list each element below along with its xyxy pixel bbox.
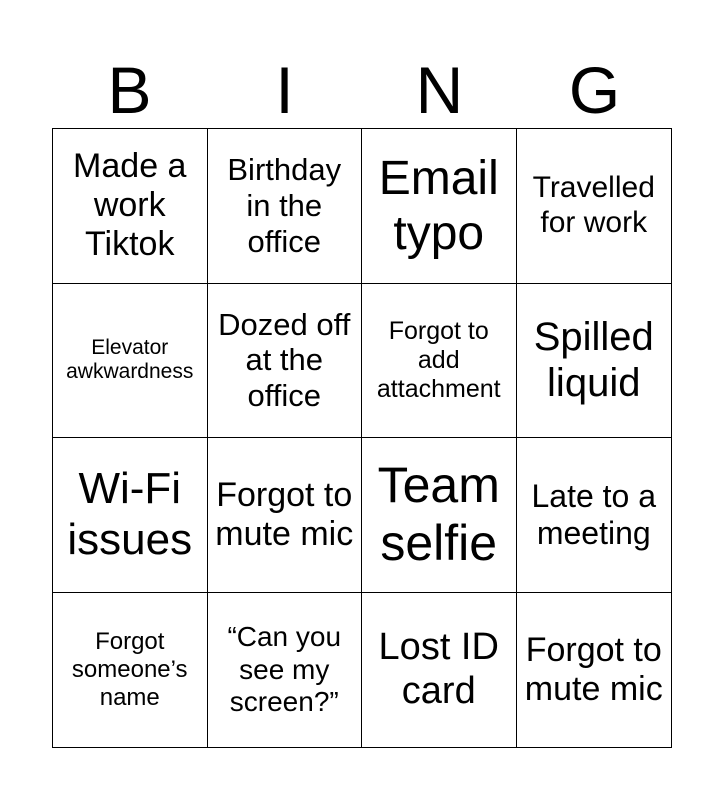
cell-text: Travelled for work (532, 171, 655, 239)
bingo-cell-r4c1[interactable] (53, 593, 208, 748)
cell-text: Late to a meeting (531, 477, 657, 551)
bingo-board (52, 128, 672, 748)
bingo-cell-r1c4[interactable] (517, 129, 672, 284)
cell-text: Elevator awkwardness (66, 336, 194, 384)
bingo-cell-r1c3[interactable] (362, 129, 517, 284)
header-letter-g: G (568, 53, 621, 127)
cell-text: Spilled liquid (533, 315, 654, 406)
cell-text: Made a work Tiktok (73, 147, 187, 264)
cell-text: Lost ID card (378, 626, 499, 712)
cell-text: Birthday in the office (227, 152, 342, 259)
bingo-cell-r1c2[interactable] (208, 129, 363, 284)
cell-text: “Can you see my screen?” (227, 621, 342, 717)
bingo-cell-r2c1[interactable] (53, 284, 208, 439)
bingo-header (52, 52, 672, 128)
bingo-cell-r4c2[interactable] (208, 593, 363, 748)
bingo-cell-r3c4[interactable] (517, 438, 672, 593)
bingo-cell-r1c1[interactable] (53, 129, 208, 284)
bingo-cell-r3c2[interactable] (208, 438, 363, 593)
cell-text: Email typo (378, 151, 499, 260)
bingo-cell-r2c4[interactable] (517, 284, 672, 439)
cell-text: Forgot someone’s name (71, 628, 188, 711)
header-letter-b: B (107, 53, 152, 127)
cell-text: Forgot to mute mic (524, 630, 663, 708)
cell-text: Wi-Fi issues (67, 464, 193, 564)
bingo-cell-r2c2[interactable] (208, 284, 363, 439)
cell-text: Team selfie (377, 457, 500, 571)
bingo-cell-r3c3[interactable] (362, 438, 517, 593)
cell-text: Forgot to mute mic (215, 475, 354, 553)
cell-text: Forgot to add attachment (376, 317, 501, 403)
bingo-cell-r3c1[interactable] (53, 438, 208, 593)
bingo-cell-r2c3[interactable] (362, 284, 517, 439)
bingo-cell-r4c3[interactable] (362, 593, 517, 748)
cell-text: Dozed off at the office (218, 306, 351, 414)
bingo-cell-r4c4[interactable] (517, 593, 672, 748)
header-letter-n: N (415, 53, 464, 127)
header-letter-i: I (275, 53, 294, 127)
